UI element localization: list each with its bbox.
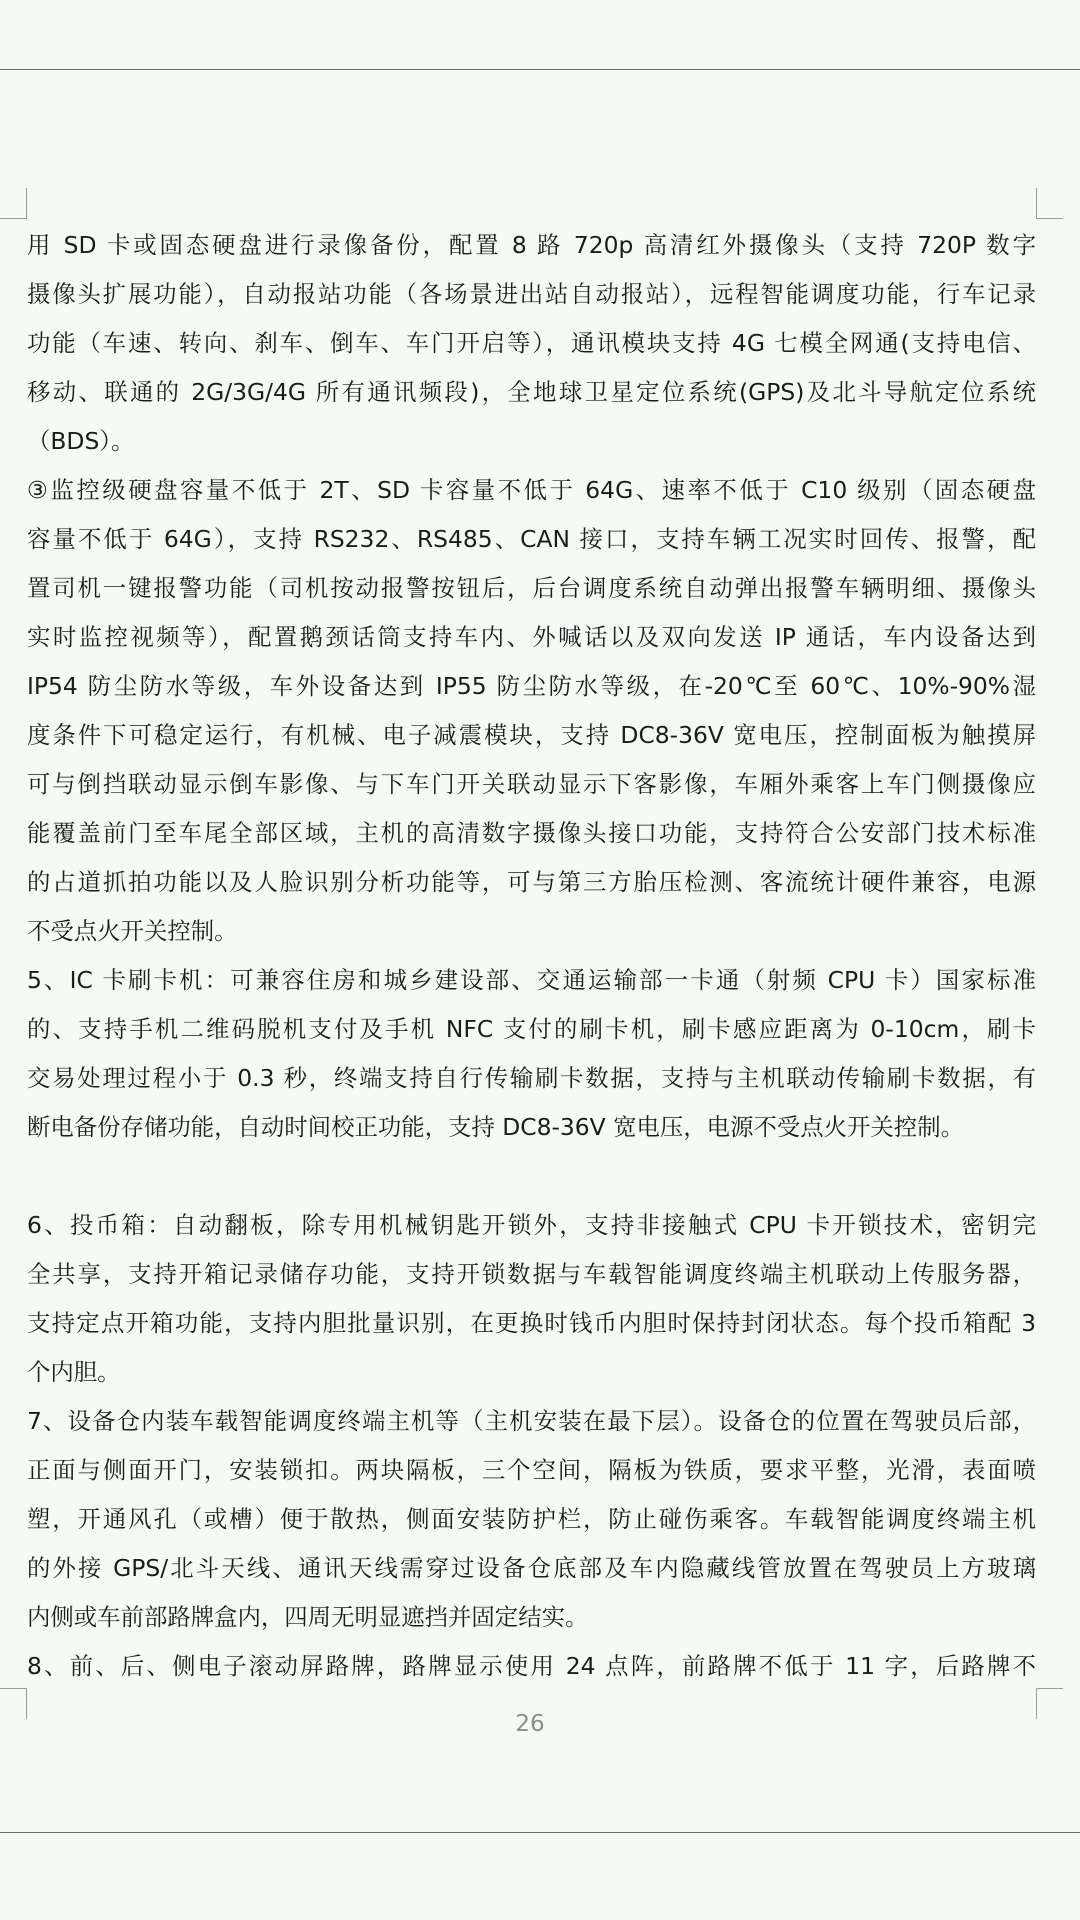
crop-mark-top-right <box>1036 188 1063 219</box>
text-line: 的外接 GPS/北斗天线、通讯天线需穿过设备仓底部及车内隐藏线管放置在驾驶员上方玻璃 <box>27 1554 1036 1582</box>
text-line: 的、支持手机二维码脱机支付及手机 NFC 支付的刷卡机，刷卡感应距离为 0-10cm，刷卡 <box>27 1015 1036 1043</box>
text-line: 移动、联通的 2G/3G/4G 所有通讯频段)，全地球卫星定位系统(GPS)及北斗导航定位系统 <box>27 378 1036 406</box>
text-line: 可与倒挡联动显示倒车影像、与下车门开关联动显示下客影像，车厢外乘客上车门侧摄像应 <box>27 770 1036 798</box>
text-line: 摄像头扩展功能），自动报站功能（各场景进出站自动报站），远程智能调度功能，行车记录 <box>27 280 1036 308</box>
text-line: 交易处理过程小于 0.3 秒，终端支持自行传输刷卡数据，支持与主机联动传输刷卡数据，有 <box>27 1064 1036 1092</box>
text-line: 置司机一键报警功能（司机按动报警按钮后，后台调度系统自动弹出报警车辆明细、摄像头 <box>27 574 1036 602</box>
text-line: 内侧或车前部路牌盒内，四周无明显遮挡并固定结实。 <box>27 1603 589 1631</box>
text-line: 度条件下可稳定运行，有机械、电子减震模块，支持 DC8-36V 宽电压，控制面板为触摸屏 <box>27 721 1036 749</box>
text-line: 全共享，支持开箱记录储存功能，支持开锁数据与车载智能调度终端主机联动上传服务器， <box>27 1260 1036 1288</box>
text-line: 功能（车速、转向、刹车、倒车、车门开启等），通讯模块支持 4G 七模全网通(支持电信、 <box>27 329 1036 357</box>
text-line: 正面与侧面开门，安装锁扣。两块隔板，三个空间，隔板为铁质，要求平整，光滑，表面喷 <box>27 1456 1036 1484</box>
text-line: 不受点火开关控制。 <box>27 917 238 945</box>
bottom-divider <box>0 1832 1080 1833</box>
document-body <box>27 221 1036 1691</box>
top-divider <box>0 69 1080 70</box>
text-line: 5、IC 卡刷卡机：可兼容住房和城乡建设部、交通运输部一卡通（射频 CPU 卡）国家标准 <box>27 966 1036 994</box>
text-line: 用 SD 卡或固态硬盘进行录像备份，配置 8 路 720p 高清红外摄像头（支持 720P 数字 <box>27 231 1036 259</box>
text-line: 6、投币箱：自动翻板，除专用机械钥匙开锁外，支持非接触式 CPU 卡开锁技术，密钥完 <box>27 1211 1036 1239</box>
text-line: 的占道抓拍功能以及人脸识别分析功能等，可与第三方胎压检测、客流统计硬件兼容，电源 <box>27 868 1036 896</box>
text-line: 容量不低于 64G），支持 RS232、RS485、CAN 接口，支持车辆工况实时回传、报警，配 <box>27 525 1036 553</box>
text-line: 7、设备仓内装车载智能调度终端主机等（主机安装在最下层）。设备仓的位置在驾驶员后部， <box>27 1407 1036 1435</box>
text-line: 个内胆。 <box>27 1358 121 1386</box>
blank-line <box>27 1152 1036 1201</box>
page-number: 26 <box>515 1711 545 1737</box>
text-line: 8、前、后、侧电子滚动屏路牌，路牌显示使用 24 点阵，前路牌不低于 11 字，后路牌不 <box>27 1652 1036 1680</box>
text-line: 实时监控视频等），配置鹅颈话筒支持车内、外喊话以及双向发送 IP 通话，车内设备达到 <box>27 623 1036 651</box>
text-line: IP54 防尘防水等级，车外设备达到 IP55 防尘防水等级，在-20℃至 60℃、10%-90%湿 <box>27 672 1036 700</box>
crop-mark-top-left <box>0 188 27 219</box>
text-line: （BDS）。 <box>27 427 135 455</box>
text-line: 能覆盖前门至车尾全部区域，主机的高清数字摄像头接口功能，支持符合公安部门技术标准 <box>27 819 1036 847</box>
text-line: 塑，开通风孔（或槽）便于散热，侧面安装防护栏，防止碰伤乘客。车载智能调度终端主机 <box>27 1505 1036 1533</box>
text-line: ③监控级硬盘容量不低于 2T、SD 卡容量不低于 64G、速率不低于 C10 级别（固态硬盘 <box>27 476 1036 504</box>
text-line: 支持定点开箱功能，支持内胆批量识别，在更换时钱币内胆时保持封闭状态。每个投币箱配 3 <box>27 1309 1036 1337</box>
text-line: 断电备份存储功能，自动时间校正功能，支持 DC8-36V 宽电压，电源不受点火开关控制。 <box>27 1113 964 1141</box>
